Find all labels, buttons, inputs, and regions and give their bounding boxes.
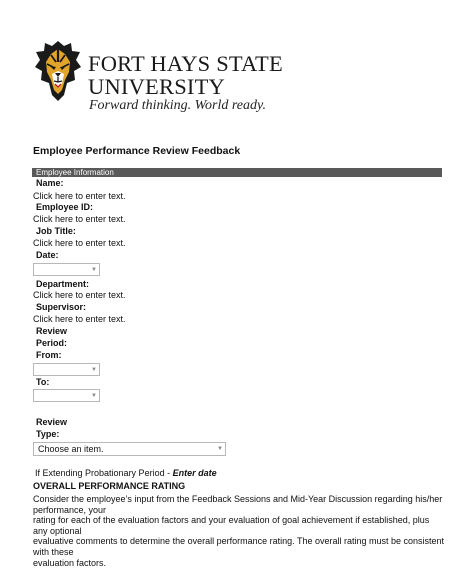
review-type-select[interactable] bbox=[33, 442, 226, 456]
date-label: Date: bbox=[36, 250, 59, 260]
rating-text-line: evaluation factors. bbox=[33, 557, 107, 568]
review-type-selected-value: Choose an item. bbox=[38, 444, 104, 454]
supervisor-label: Supervisor: bbox=[36, 302, 87, 312]
job-title-label: Job Title: bbox=[36, 226, 76, 236]
department-field[interactable]: Click here to enter text. bbox=[33, 290, 126, 300]
employee-id-field[interactable]: Click here to enter text. bbox=[33, 214, 126, 224]
tagline: Forward thinking. World ready. bbox=[89, 98, 266, 113]
rating-text-line: Consider the employee’s input from the Feedback Sessions and Mid-Year Discussion regarding his/her performance, your bbox=[33, 494, 443, 515]
review-period-label-line2: Period: bbox=[36, 338, 68, 348]
rating-text-line: rating for each of the evaluation factors and your evaluation of goal achievement if established, plus any optional bbox=[33, 515, 430, 536]
to-label: To: bbox=[36, 377, 50, 387]
name-label: Name: bbox=[36, 178, 64, 188]
university-name-line2: UNIVERSITY bbox=[88, 74, 225, 99]
document-title: Employee Performance Review Feedback bbox=[33, 145, 241, 157]
job-title-field[interactable]: Click here to enter text. bbox=[33, 238, 126, 248]
from-date-picker[interactable] bbox=[33, 363, 100, 376]
overall-rating-paragraph bbox=[33, 494, 445, 568]
dropdown-arrow-icon: ▼ bbox=[217, 446, 223, 452]
rating-text-line: evaluative comments to determine the overall performance rating. The overall rating must be consistent with these bbox=[33, 536, 445, 557]
review-type-label-line2: Type: bbox=[36, 429, 60, 439]
probation-enter-date[interactable]: Enter date bbox=[172, 468, 217, 478]
supervisor-field[interactable]: Click here to enter text. bbox=[33, 314, 126, 324]
tiger-head-icon bbox=[34, 40, 82, 102]
university-name-line1: FORT HAYS STATE bbox=[88, 51, 283, 76]
overall-rating-heading: OVERALL PERFORMANCE RATING bbox=[33, 481, 186, 491]
probation-hint bbox=[35, 469, 217, 478]
dropdown-arrow-icon: ▼ bbox=[91, 392, 97, 399]
section-bar-employee-information: Employee Information bbox=[32, 168, 442, 177]
from-label: From: bbox=[36, 350, 62, 360]
to-date-picker[interactable] bbox=[33, 389, 100, 402]
date-picker[interactable] bbox=[33, 263, 100, 276]
name-field[interactable]: Click here to enter text. bbox=[33, 191, 126, 201]
review-period-label-line1: Review bbox=[36, 326, 68, 336]
dropdown-arrow-icon: ▼ bbox=[91, 266, 97, 273]
review-type-label-line1: Review bbox=[36, 417, 68, 427]
probation-hint-prefix: If Extending Probationary Period - bbox=[35, 468, 173, 478]
employee-id-label: Employee ID: bbox=[36, 202, 94, 212]
department-label: Department: bbox=[36, 279, 90, 289]
dropdown-arrow-icon: ▼ bbox=[91, 366, 97, 373]
